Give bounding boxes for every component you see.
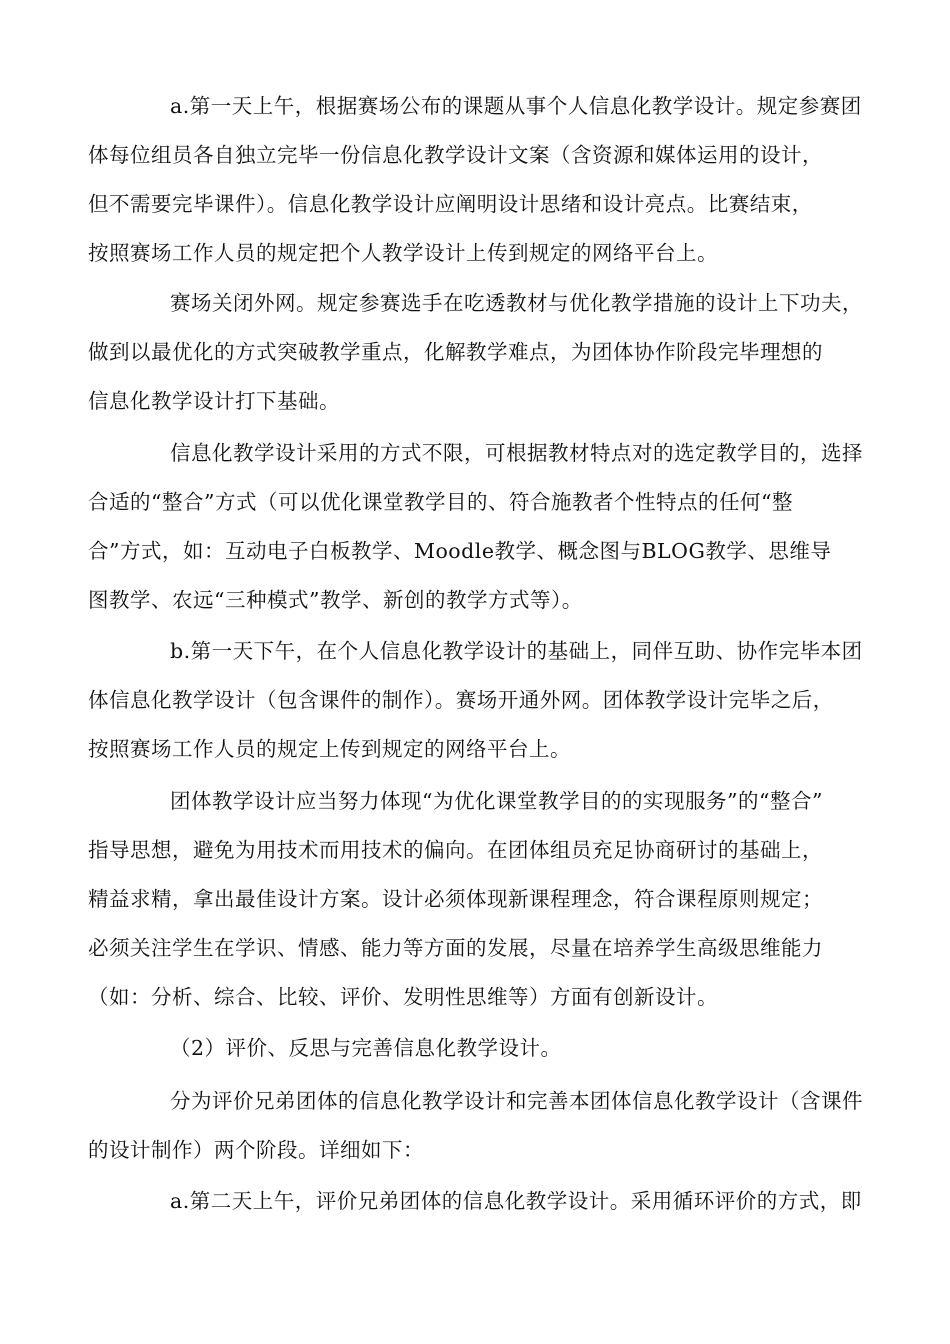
text-line: 体信息化教学设计（包含课件的制作）。赛场开通外网。团体教学设计完毕之后，: [88, 688, 834, 712]
text-line: 图教学、农远“三种模式”教学、新创的教学方式等）。: [88, 588, 583, 612]
text-line: b.第一天下午，在个人信息化教学设计的基础上，同伴互助、协作完毕本团: [170, 639, 863, 663]
text-line: 的设计制作）两个阶段。详细如下：: [88, 1138, 424, 1162]
text-line: 精益求精，拿出最佳设计方案。设计必须体现新课程理念，符合课程原则规定；: [88, 887, 823, 911]
paragraph-integration-methods: [88, 429, 888, 625]
text-line: 分为评价兄弟团体的信息化教学设计和完善本团体信息化教学设计（含课件: [170, 1089, 863, 1113]
text-line: a.第二天上午，评价兄弟团体的信息化教学设计。采用循环评价的方式，即: [170, 1189, 862, 1213]
text-line: 信息化教学设计打下基础。: [88, 389, 340, 413]
text-line: 但不需要完毕课件）。信息化教学设计应阐明设计思绪和设计亮点。比赛结束，: [88, 192, 813, 216]
paragraph-team-guidelines: [88, 777, 888, 1022]
text-line: 必须关注学生在学识、情感、能力等方面的发展，尽量在培养学生高级思维能力: [88, 936, 823, 960]
text-line: 体每位组员各自独立完毕一份信息化教学设计文案（含资源和媒体运用的设计，: [88, 143, 823, 167]
text-line: 赛场关闭外网。规定参赛选手在吃透教材与优化教学措施的设计上下功夫，: [170, 291, 863, 315]
text-line: a.第一天上午，根据赛场公布的课题从事个人信息化教学设计。规定参赛团: [170, 94, 862, 118]
paragraph-individual-design: [88, 82, 888, 278]
text-line: 按照赛场工作人员的规定把个人教学设计上传到规定的网络平台上。: [88, 241, 718, 265]
paragraph-section-heading: [88, 1024, 888, 1073]
text-line: 信息化教学设计采用的方式不限，可根据教材特点对的选定教学目的，选择: [170, 441, 863, 465]
paragraph-day-two-morning: [88, 1177, 888, 1226]
section-heading: （2）评价、反思与完善信息化教学设计。: [170, 1036, 562, 1060]
paragraph-network-closed: [88, 279, 888, 426]
text-line: 合”方式，如：互动电子白板教学、Moodle教学、概念图与BLOG教学、思维导: [88, 539, 832, 563]
paragraph-evaluation-phases: [88, 1077, 888, 1175]
text-line: 合适的“整合”方式（可以优化课堂教学目的、符合施教者个性特点的任何“整: [88, 490, 793, 514]
paragraph-team-design: [88, 627, 888, 774]
text-line: 做到以最优化的方式突破教学重点，化解教学难点，为团体协作阶段完毕理想的: [88, 340, 823, 364]
text-line: 指导思想，避免为用技术而用技术的偏向。在团体组员充足协商研讨的基础上，: [88, 838, 823, 862]
text-line: 团体教学设计应当努力体现“为优化课堂教学目的的实现服务”的“整合”: [170, 789, 823, 813]
text-line: （如：分析、综合、比较、评价、发明性思维等）方面有创新设计。: [88, 985, 718, 1009]
text-line: 按照赛场工作人员的规定上传到规定的网络平台上。: [88, 737, 571, 761]
